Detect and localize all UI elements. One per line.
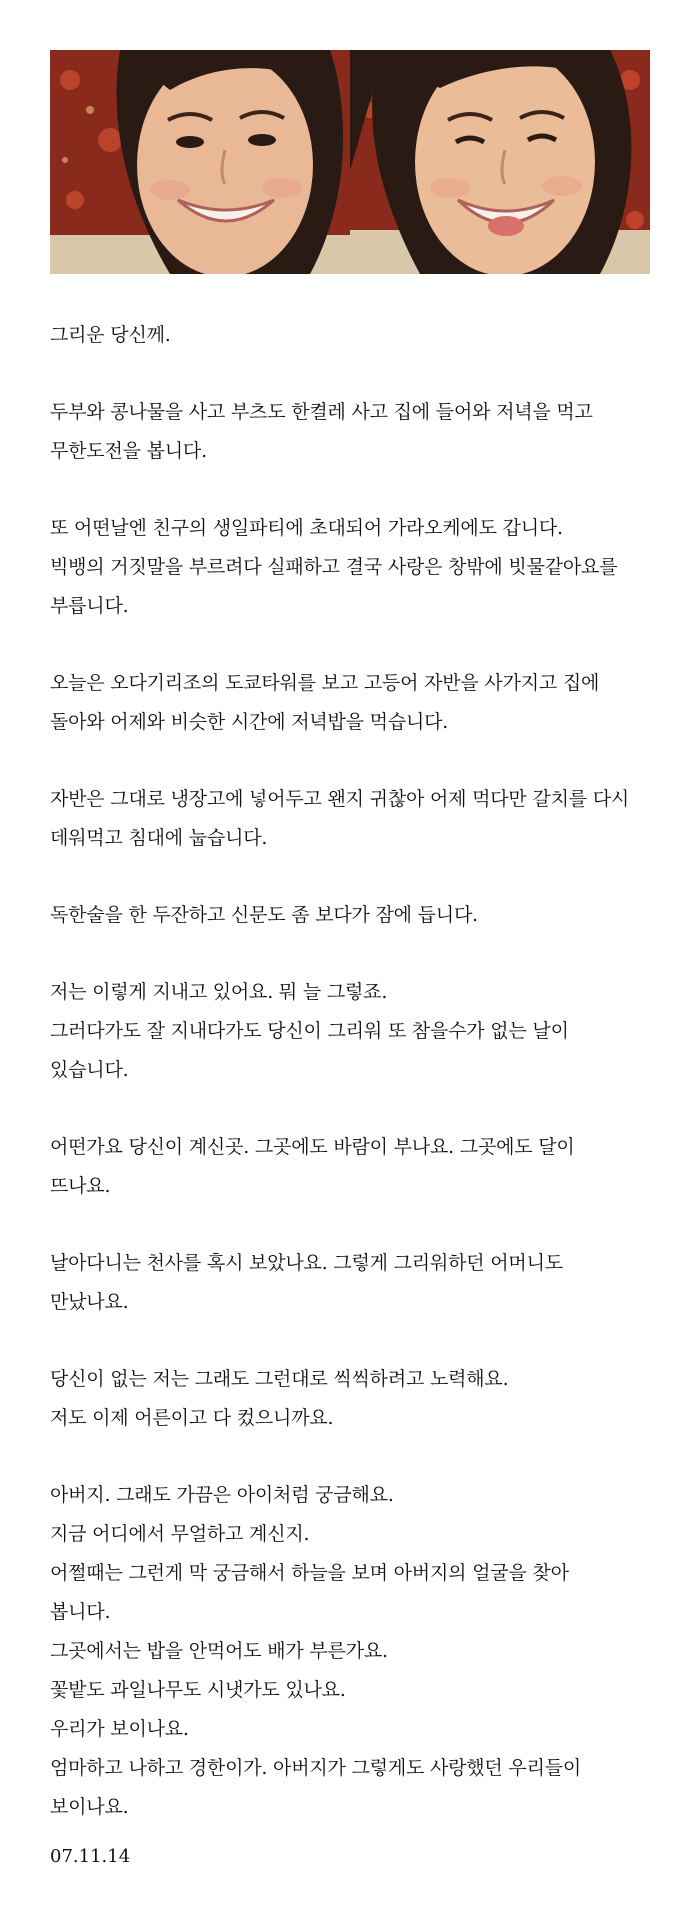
letter-line: 아버지. 그래도 가끔은 아이처럼 궁금해요. [50, 1484, 394, 1506]
letter-line: 그곳에서는 밥을 안먹어도 배가 부른가요. [50, 1640, 388, 1662]
letter-line: 두부와 콩나물을 사고 부츠도 한켤레 사고 집에 들어와 저녁을 먹고 [50, 401, 593, 423]
letter-line: 만났나요. [50, 1291, 129, 1313]
letter-paragraph [50, 780, 650, 858]
letter-line: 자반은 그대로 냉장고에 넣어두고 왠지 귀찮아 어제 먹다만 갈치를 다시 [50, 788, 630, 810]
letter-line: 어쩔때는 그런게 막 궁금해서 하늘을 보며 아버지의 얼굴을 찾아 [50, 1562, 569, 1584]
letter-line: 봅니다. [50, 1601, 111, 1623]
letter-line: 빅뱅의 거짓말을 부르려다 실패하고 결국 사랑은 창밖에 빗물같아요를 [50, 556, 618, 578]
letter-paragraph [50, 896, 650, 935]
letter-line: 우리가 보이나요. [50, 1718, 189, 1740]
letter-line: 돌아와 어제와 비슷한 시간에 저녁밥을 먹습니다. [50, 711, 449, 733]
letter-paragraph [50, 393, 650, 471]
letter-line: 그리운 당신께. [50, 324, 171, 346]
letter-line: 어떤가요 당신이 계신곳. 그곳에도 바람이 부나요. 그곳에도 달이 [50, 1136, 575, 1158]
letter-line: 저도 이제 어른이고 다 컸으니까요. [50, 1407, 334, 1429]
letter-paragraph [50, 509, 650, 626]
letter-line: 꽃밭도 과일나무도 시냇가도 있나요. [50, 1679, 346, 1701]
letter-paragraph [50, 316, 650, 355]
letter-line: 있습니다. [50, 1059, 129, 1081]
header-photo [50, 50, 650, 274]
letter-paragraph [50, 1128, 650, 1206]
photo-smiling-woman-right [350, 50, 650, 274]
letter-line: 독한술을 한 두잔하고 신문도 좀 보다가 잠에 듭니다. [50, 904, 478, 926]
letter-date: 07.11.14 [50, 1846, 131, 1867]
letter-line: 날아다니는 천사를 혹시 보았나요. 그렇게 그리워하던 어머니도 [50, 1252, 563, 1274]
letter-paragraph [50, 1244, 650, 1322]
letter-paragraph [50, 1476, 650, 1827]
letter-paragraph [50, 973, 650, 1090]
letter-line: 보이나요. [50, 1796, 129, 1818]
letter-line: 데워먹고 침대에 눕습니다. [50, 827, 268, 849]
letter-line: 엄마하고 나하고 경한이가. 아버지가 그렇게도 사랑했던 우리들이 [50, 1757, 582, 1779]
letter-paragraph [50, 1360, 650, 1438]
letter-line: 무한도전을 봅니다. [50, 440, 207, 462]
letter-body [50, 316, 650, 1865]
letter-line: 당신이 없는 저는 그래도 그런대로 씩씩하려고 노력해요. [50, 1368, 509, 1390]
letter-line: 뜨나요. [50, 1175, 111, 1197]
letter-line: 부릅니다. [50, 595, 129, 617]
letter-line: 그러다가도 잘 지내다가도 당신이 그리워 또 참을수가 없는 날이 [50, 1020, 569, 1042]
photo-smiling-woman-left [50, 50, 350, 274]
letter-line: 저는 이렇게 지내고 있어요. 뭐 늘 그렇죠. [50, 981, 388, 1003]
letter-line: 지금 어디에서 무얼하고 계신지. [50, 1523, 310, 1545]
letter-paragraph [50, 664, 650, 742]
letter-line: 오늘은 오다기리조의 도쿄타워를 보고 고등어 자반을 사가지고 집에 [50, 672, 600, 694]
letter-line: 또 어떤날엔 친구의 생일파티에 초대되어 가라오케에도 갑니다. [50, 517, 563, 539]
